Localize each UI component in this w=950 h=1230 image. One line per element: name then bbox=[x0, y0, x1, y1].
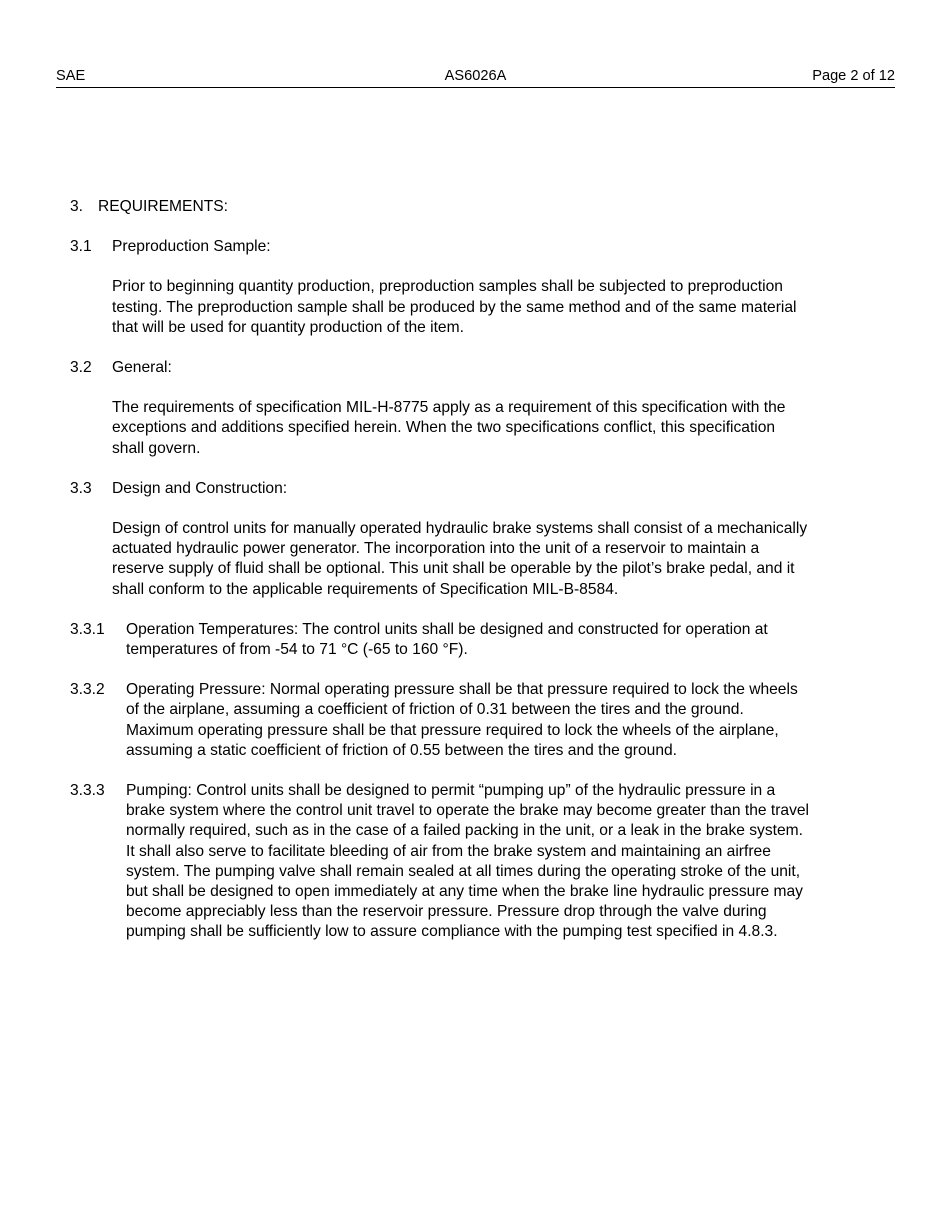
paragraph-line: brake system where the control unit travel to operate the brake may become greater than the travel bbox=[126, 802, 810, 820]
item-text bbox=[126, 620, 870, 660]
paragraph-line: actuated hydraulic power generator. The incorporation into the unit of a reservoir to maintain a bbox=[112, 540, 760, 558]
paragraph-line: temperatures of from -54 to 71 °C (-65 to 160 °F). bbox=[126, 641, 468, 659]
paragraph-line: that will be used for quantity production of the item. bbox=[112, 318, 464, 336]
paragraph-line: pumping shall be sufficiently low to assure compliance with the pumping test specified in 4.8.3. bbox=[126, 923, 778, 941]
item-3-3-1 bbox=[70, 620, 870, 660]
paragraph-line: normally required, such as in the case of a failed packing in the unit, or a leak in the brake system. bbox=[126, 822, 803, 840]
paragraph-line: testing. The preproduction sample shall be produced by the same method and of the same material bbox=[112, 298, 797, 316]
subsection-title: Design and Construction: bbox=[112, 479, 288, 497]
item-number: 3.3.3 bbox=[70, 782, 105, 800]
subsection-number: 3.3 bbox=[70, 479, 92, 497]
page-header bbox=[56, 67, 895, 88]
paragraph-line: Operation Temperatures: The control units shall be designed and constructed for operation at bbox=[126, 620, 768, 638]
header-organization: SAE bbox=[56, 68, 86, 84]
item-3-3-3 bbox=[70, 781, 870, 943]
section-heading-requirements bbox=[70, 197, 870, 217]
paragraph-line: Design of control units for manually operated hydraulic brake systems shall consist of a mechanically bbox=[112, 520, 808, 538]
paragraph-line: Prior to beginning quantity production, preproduction samples shall be subjected to preproduction bbox=[112, 278, 783, 296]
item-3-3-2 bbox=[70, 680, 870, 761]
paragraph-3-3 bbox=[112, 519, 870, 600]
paragraph-line: It shall also serve to facilitate bleeding of air from the brake system and maintaining an airfree bbox=[126, 842, 771, 860]
paragraph-line: but shall be designed to open immediately at any time when the brake line hydraulic pressure may bbox=[126, 883, 803, 901]
subsection-title: Preproduction Sample: bbox=[112, 238, 271, 256]
item-text bbox=[126, 781, 870, 943]
paragraph-line: assuming a static coefficient of friction of 0.55 between the tires and the ground. bbox=[126, 741, 678, 759]
subsection-number: 3.2 bbox=[70, 359, 92, 377]
paragraph-line: reserve supply of fluid shall be optional. This unit shall be operable by the pilot’s brake pedal, and it bbox=[112, 560, 795, 578]
subsection-heading-3-3 bbox=[70, 479, 870, 499]
paragraph-line: shall govern. bbox=[112, 439, 201, 457]
paragraph-line: become appreciably less than the reservoir pressure. Pressure drop through the valve during bbox=[126, 903, 767, 921]
subsection-number: 3.1 bbox=[70, 238, 92, 256]
paragraph-line: exceptions and additions specified herein. When the two specifications conflict, this specification bbox=[112, 419, 776, 437]
item-number: 3.3.1 bbox=[70, 620, 105, 638]
paragraph-line: Pumping: Control units shall be designed to permit “pumping up” of the hydraulic pressure in a bbox=[126, 782, 776, 800]
paragraph-line: system. The pumping valve shall remain sealed at all times during the operating stroke of the unit, bbox=[126, 862, 801, 880]
paragraph-line: of the airplane, assuming a coefficient of friction of 0.31 between the tires and the ground. bbox=[126, 701, 744, 719]
paragraph-3-1 bbox=[112, 277, 870, 338]
paragraph-line: Operating Pressure: Normal operating pressure shall be that pressure required to lock the wheels bbox=[126, 681, 798, 699]
document-body bbox=[70, 197, 870, 963]
header-document-number: AS6026A bbox=[444, 68, 507, 84]
subsection-heading-3-1 bbox=[70, 237, 870, 257]
paragraph-line: The requirements of specification MIL-H-8775 apply as a requirement of this specification with the bbox=[112, 399, 786, 417]
paragraph-line: shall conform to the applicable requirements of Specification MIL-B-8584. bbox=[112, 580, 619, 598]
section-number: 3. bbox=[70, 198, 84, 215]
item-number: 3.3.2 bbox=[70, 681, 105, 699]
subsection-title: General: bbox=[112, 359, 172, 377]
paragraph-3-2 bbox=[112, 398, 870, 459]
subsection-heading-3-2 bbox=[70, 358, 870, 378]
section-title: REQUIREMENTS: bbox=[98, 198, 228, 215]
item-text bbox=[126, 680, 870, 761]
header-page-number: Page 2 of 12 bbox=[812, 68, 895, 84]
paragraph-line: Maximum operating pressure shall be that pressure required to lock the wheels of the airplane, bbox=[126, 721, 779, 739]
